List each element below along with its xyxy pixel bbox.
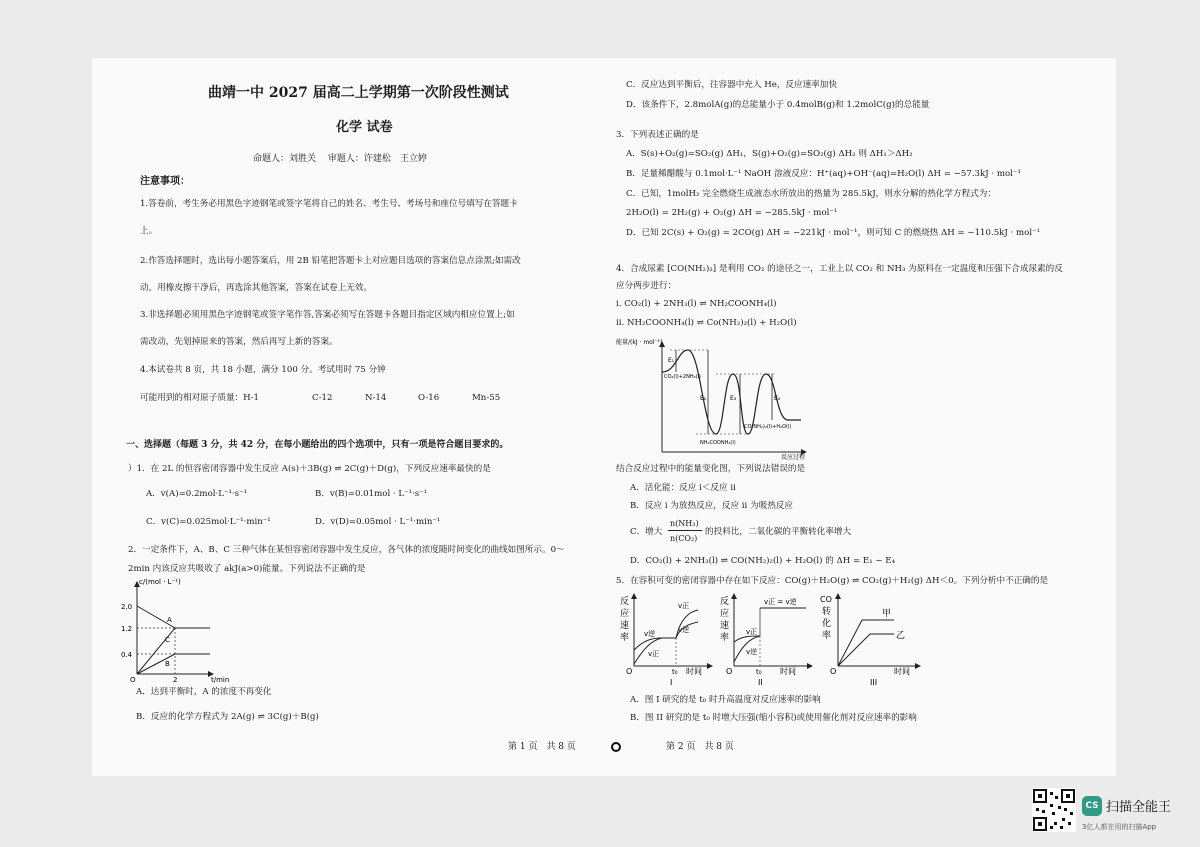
axis-char: 率: [620, 633, 630, 643]
graph-xlabel: 时间: [780, 667, 796, 676]
graph-ytick: 0.4: [121, 651, 133, 659]
notice-line: 1.答卷前，考生务必用黑色字迹钢笔或签字笔将自己的姓名、考生号、考场号和座位号填写在答题卡: [140, 199, 518, 209]
graph-caption: III: [870, 678, 878, 686]
axis-char: 转: [822, 607, 832, 617]
energy-label-e4: E₄: [774, 395, 781, 402]
curve-label: v正: [678, 602, 690, 610]
curve-label-b: B: [165, 660, 170, 668]
energy-label-intermediate: NH₂COONH₄(l): [700, 440, 736, 446]
rate-graph-2: [714, 590, 814, 686]
q5-stem: 5．在容积可变的密闭容器中存在如下反应：CO(g)＋H₂O(g) ⇌ CO₂(g)＋H₂(g) ΔH＜0。下列分析中不正确的是: [616, 576, 1049, 586]
watermark-brand: 扫描全能王: [1106, 800, 1172, 815]
graph-caption: II: [758, 678, 763, 686]
axis-char: 速: [620, 621, 630, 631]
curve-label: v正: [746, 628, 758, 636]
q3-stem: 3．下列表述正确的是: [616, 130, 699, 140]
curve-label-yi: 乙: [896, 631, 906, 641]
q4-option-b: B．反应 i 为放热反应，反应 ii 为吸热反应: [630, 501, 793, 511]
graph-t0: t₀: [672, 668, 678, 676]
graph-origin: O: [130, 676, 136, 684]
energy-label-e3: E₃: [730, 395, 737, 402]
axis-char: 速: [720, 621, 730, 631]
axis-char: 反: [720, 597, 730, 607]
curve-label: v逆: [678, 626, 690, 634]
graph-xlabel: 时间: [894, 667, 910, 676]
graph-ytick: 1.2: [121, 625, 133, 633]
section-heading: 一、选择题（每题 3 分，共 42 分，在每小题给出的四个选项中，只有一项是符合题目要求的。: [126, 440, 509, 450]
graph-xlabel: 时间: [686, 667, 702, 676]
q3-option-b: B．足量稀醋酸与 0.1mol·L⁻¹ NaOH 溶液反应：H⁺(aq)+OH⁻(aq)=H₂O(l) ΔH = −57.3kJ · mol⁻¹: [626, 169, 1021, 179]
energy-xlabel: 反应过程: [781, 454, 806, 460]
notice-line: 上。: [140, 226, 158, 236]
q3-option-c-eq: 2H₂O(l) = 2H₂(g) + O₂(g) ΔH = −285.5kJ · mol⁻¹: [626, 208, 838, 218]
curve-label: v正 = v逆: [764, 598, 797, 606]
q3-option-a: A．S(s)+O₂(g)=SO₂(g) ΔH₁，S(g)+O₂(g)=SO₂(g) ΔH₂ 则 ΔH₁＞ΔH₂: [626, 149, 913, 159]
graph-xtick: 2: [173, 676, 178, 684]
atomic-mass: N-14: [365, 393, 387, 403]
q3-option-c: C．已知，1molH₂ 完全燃烧生成液态水所放出的热量为 285.5kJ，则水分解的热化学方程式为：: [626, 189, 996, 199]
graph-origin: O: [830, 667, 837, 676]
q1-stem: ）1．在 2L 的恒容密闭容器中发生反应 A(s)＋3B(g) ⇌ 2C(g)＋D(g)，下列反应速率最快的是: [128, 464, 491, 474]
exam-authors: 命题人：刘胜关 审题人：许建松 王立婷: [253, 154, 427, 164]
concentration-time-graph: [115, 576, 235, 684]
qr-code-icon: [1032, 788, 1076, 832]
q4-option-c: C．增大: [630, 527, 663, 537]
axis-char: 率: [822, 631, 832, 641]
graph-caption: I: [670, 678, 673, 686]
axis-char: 反: [620, 597, 630, 607]
q4-stem: 4．合成尿素 [CO(NH₂)₂] 是利用 CO₂ 的途径之一，工业上以 CO₂ 和 NH₃ 为原料在一定温度和压强下合成尿素的反: [616, 264, 1063, 274]
notice-heading: 注意事项：: [140, 176, 190, 187]
notice-line: 2.作答选择题时，选出每小题答案后，用 2B 铅笔把答题卡上对应题目选项的答案信息点涂黑;如需改: [140, 256, 521, 266]
rate-graph-1: [614, 590, 714, 686]
q1-option-a: A．v(A)=0.2mol·L⁻¹·s⁻¹: [146, 489, 248, 499]
q4-option-a: A．活化能：反应 i＜反应 ii: [630, 483, 736, 493]
exam-subtitle: 化学 试卷: [336, 120, 393, 135]
q1-option-c: C．v(C)=0.025mol·L⁻¹·min⁻¹: [146, 517, 271, 527]
q4-reaction-2: ii. NH₂COONH₄(l) ⇌ Co(NH₂)₂(l) + H₂O(l): [616, 318, 797, 328]
exam-title: 曲靖一中 2027 届高二上学期第一次阶段性测试: [208, 85, 509, 101]
graph-origin: O: [726, 667, 733, 676]
q2-option-b: B．反应的化学方程式为 2A(g) ⇌ 3C(g)＋B(g): [136, 712, 319, 722]
camscanner-logo-icon: CS: [1082, 796, 1102, 816]
q5-option-a: A．图 I 研究的是 t₀ 时升高温度对反应速率的影响: [630, 695, 821, 705]
page-footer: 第 1 页 共 8 页: [508, 742, 576, 752]
atomic-mass: Mn-55: [472, 393, 501, 403]
atomic-mass: 可能用到的相对原子质量：H-1: [140, 393, 259, 403]
energy-label-e1: E₁: [668, 357, 675, 364]
q2-option-d: D．该条件下，2.8molA(g)的总能量小于 0.4molB(g)和 1.2molC(g)的总能量: [626, 100, 930, 110]
q4-option-d: D．CO₂(l) + 2NH₃(l) ⇌ CO(NH₂)₂(l) + H₂O(l) 的 ΔH = E₁ − E₄: [630, 556, 896, 566]
q4-reaction-1: i. CO₂(l) + 2NH₃(l) ⇌ NH₂COONH₄(l): [616, 299, 777, 309]
exam-sheet: [92, 58, 1116, 776]
q2-stem: 2min 内该反应共吸收了 akJ(a>0)能量。下列说法不正确的是: [128, 564, 366, 574]
atomic-mass: C-12: [312, 393, 333, 403]
graph-t0: t₀: [756, 668, 762, 676]
graph-origin: O: [626, 667, 633, 676]
energy-label-products: CO(NH₂)₂(l)+H₂O(l): [744, 424, 792, 430]
curve-label-c: C: [165, 636, 170, 644]
notice-line: 需改动，先划掉原来的答案，然后再写上新的答案。: [140, 337, 338, 347]
graph-xlabel: t/min: [211, 676, 230, 684]
energy-label-e2: E₂: [700, 395, 707, 402]
watermark-tagline: 3亿人都在用的扫描App: [1082, 823, 1157, 831]
q4-fraction-denominator: n(CO₂): [670, 534, 698, 543]
q1-option-d: D．v(D)=0.05mol · L⁻¹·min⁻¹: [315, 517, 441, 527]
curve-label: v逆: [644, 630, 656, 638]
notice-line: 4.本试卷共 8 页，共 18 小题，满分 100 分。考试用时 75 分钟: [140, 365, 386, 375]
notice-line: 3.非选择题必须用黑色字迹钢笔或签字笔作答,答案必须写在答题卡各题目指定区域内相应位置上;如: [140, 310, 515, 320]
q4-stem: 应分两步进行：: [616, 281, 677, 291]
q1-option-b: B．v(B)=0.01mol · L⁻¹·s⁻¹: [315, 489, 428, 499]
q4-lead: 结合反应过程中的能量变化图，下列说法错误的是: [616, 464, 806, 474]
graph-ylabel: c/(mol · L⁻¹): [139, 578, 181, 586]
graph-ytick: 2.0: [121, 603, 133, 611]
q2-stem: 2．一定条件下，A、B、C 三种气体在某恒容密闭容器中发生反应，各气体的浓度随时间变化的曲线如图所示。0～: [128, 545, 565, 555]
q2-option-c: C．反应达到平衡后，往容器中充入 He，反应速率加快: [626, 80, 837, 90]
curve-label-a: A: [167, 616, 172, 624]
q5-option-b: B．图 II 研究的是 t₀ 时增大压强(缩小容积)或使用催化剂对反应速率的影响: [630, 713, 917, 723]
page-divider-mark: [611, 742, 621, 752]
conversion-graph-3: [814, 590, 924, 686]
q2-option-a: A．达到平衡时，A 的浓度不再变化: [136, 687, 272, 697]
q4-fraction-numerator: n(NH₃): [670, 519, 699, 528]
page-footer: 第 2 页 共 8 页: [666, 742, 734, 752]
q4-option-c-tail: 的投料比，二氧化碳的平衡转化率增大: [705, 527, 852, 537]
energy-label-reactants: CO₂(l)+2NH₃(l): [664, 374, 701, 380]
curve-label-jia: 甲: [882, 609, 892, 619]
energy-ylabel: 能量/(kJ · mol⁻¹): [616, 339, 663, 346]
notice-line: 动，用橡皮擦干净后，再选涂其他答案，答案在试卷上无效。: [140, 283, 373, 293]
curve-label: v正: [648, 650, 660, 658]
atomic-mass: O-16: [418, 393, 440, 403]
axis-char: 应: [620, 609, 630, 619]
energy-profile-diagram: [616, 334, 826, 460]
axis-char: 应: [720, 609, 730, 619]
axis-char: 化: [822, 619, 832, 629]
fraction-bar: [668, 530, 702, 531]
axis-char: 率: [720, 633, 730, 643]
curve-label: v逆: [746, 648, 758, 656]
q3-option-d: D．已知 2C(s) + O₂(g) = 2CO(g) ΔH = −221kJ · mol⁻¹，则可知 C 的燃烧热 ΔH = −110.5kJ · mol⁻¹: [626, 228, 1041, 238]
axis-char: CO: [820, 595, 832, 604]
